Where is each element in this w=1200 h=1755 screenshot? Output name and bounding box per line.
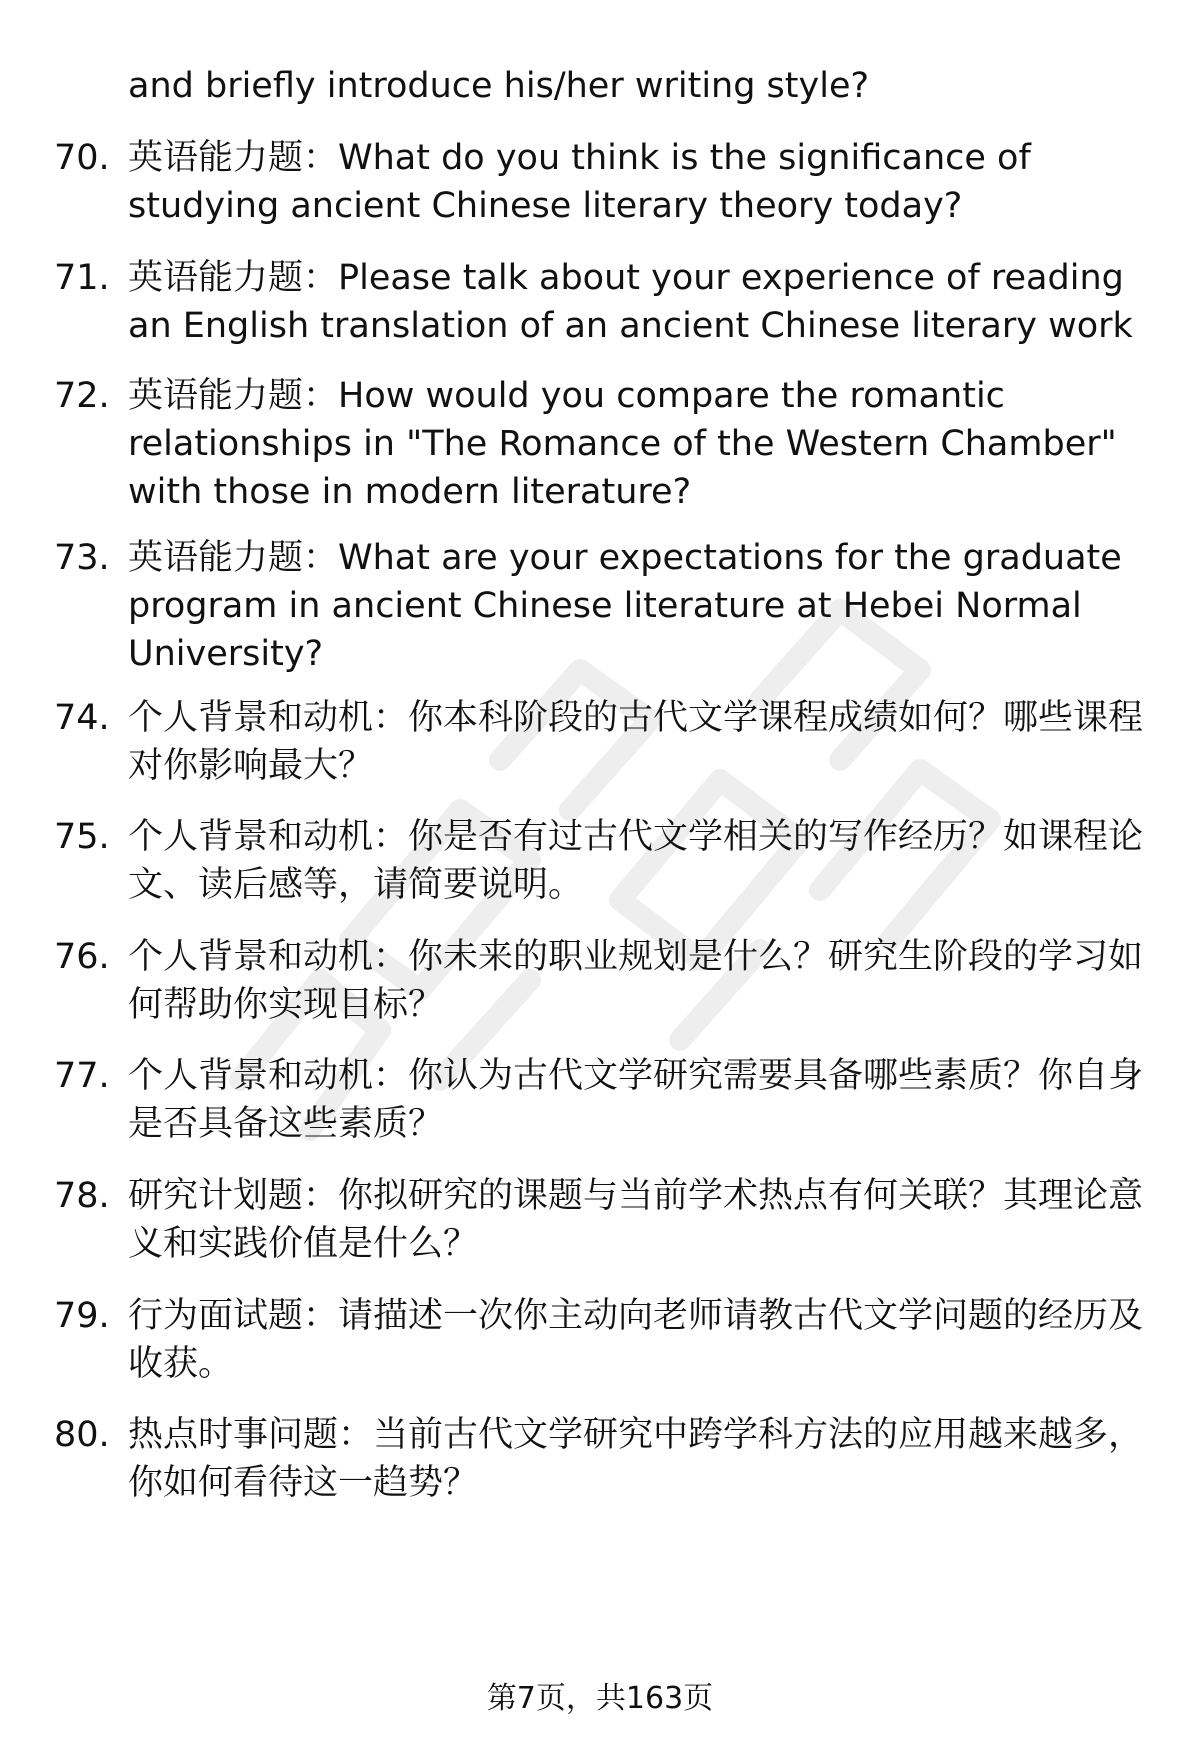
question-text: 个人背景和动机：你是否有过古代文学相关的写作经历？如课程论文、读后感等，请简要说明。 [128,817,1144,905]
question-text: 英语能力题：Please talk about your experience of reading an English translation of an ancient Chinese literary work [128,258,1133,346]
question-text: 英语能力题：How would you compare the romantic relationships in "The Romance of the Western Chamber" with those in modern literature? [128,376,1117,512]
question-text: 个人背景和动机：你本科阶段的古代文学课程成绩如何？哪些课程对你影响最大？ [128,698,1144,786]
question-number: 80. [54,1415,110,1455]
question-text: 行为面试题：请描述一次你主动向老师请教古代文学问题的经历及收获。 [128,1296,1144,1384]
page-footer: 第7页，共163页 [486,1681,714,1716]
question-number: 76. [54,937,110,977]
question-number: 70. [54,138,110,178]
question-number: 71. [54,258,110,298]
question-text: 个人背景和动机：你认为古代文学研究需要具备哪些素质？你自身是否具备这些素质？ [128,1056,1144,1144]
question-number: 72. [54,376,110,416]
question-text: 个人背景和动机：你未来的职业规划是什么？研究生阶段的学习如何帮助你实现目标？ [128,937,1144,1025]
question-number: 75. [54,817,110,857]
question-number: 77. [54,1056,110,1096]
question-number: 74. [54,698,110,738]
question-number: 78. [54,1176,110,1216]
question-text: 英语能力题：What do you think is the significance of studying ancient Chinese literary theory today? [128,138,1031,226]
question-text: 英语能力题：What are your expectations for the graduate program in ancient Chinese literature at Hebei Normal University? [128,538,1122,674]
question-text: 热点时事问题：当前古代文学研究中跨学科方法的应用越来越多，你如何看待这一趋势？ [128,1415,1144,1503]
question-number: 73. [54,538,110,578]
question-number: 79. [54,1296,110,1336]
question-text: 研究计划题：你拟研究的课题与当前学术热点有何关联？其理论意义和实践价值是什么？ [128,1176,1144,1264]
continued-question-text: and briefly introduce his/her writing style? [128,66,870,106]
